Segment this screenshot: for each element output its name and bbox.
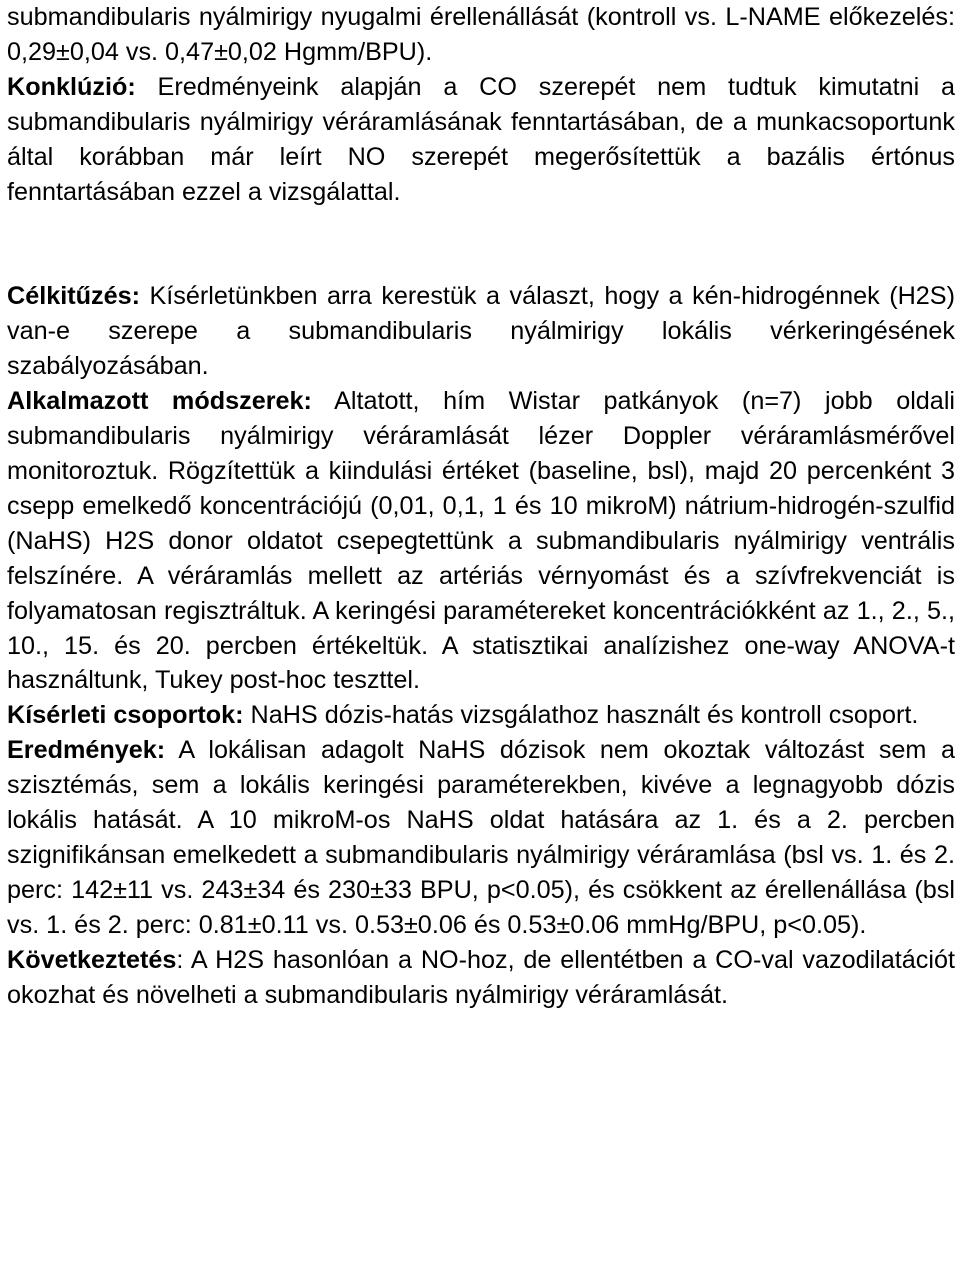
paragraph-text: submandibularis nyálmirigy nyugalmi érellenállását (kontroll vs. L-NAME előkezelés: 0,29±0,04 vs. 0,47±0,02 Hgmm/BPU). bbox=[7, 3, 955, 66]
paragraph-heading: Eredmények: bbox=[7, 736, 166, 765]
paragraph-kovetkeztetes bbox=[7, 943, 955, 1013]
paragraph-text: Kísérletünkben arra kerestük a választ, hogy a kén-hidrogénnek (H2S) van-e szerepe a submandibularis nyálmirigy lokális vérkeringésének szabályozásában. bbox=[7, 282, 955, 381]
paragraph-csoportok bbox=[7, 698, 955, 733]
paragraph-heading: Kísérleti csoportok: bbox=[7, 701, 244, 730]
paragraph-gap bbox=[7, 209, 955, 279]
paragraph-text: : A H2S hasonlóan a NO-hoz, de ellentétben a CO-val vazodilatációt okozhat és növelheti a submandibularis nyálmirigy véráramlását. bbox=[7, 945, 955, 1009]
paragraph-text: A lokálisan adagolt NaHS dózisok nem okoztak változást sem a szisztémás, sem a lokális keringési paraméterekben, kivéve a legnagyobb dózis lokális hatását. A 10 mikroM-os NaHS oldat hatására az 1. és a 2. percben szignifikánsan emelkedett a submandibularis nyálmirigy véráramlása (bsl vs. 1. és 2. perc: 142±11 vs. 243±34 és 230±33 BPU, p<0.05), és csökkent az érellenállása (bsl vs. 1. és 2. perc: 0.81±0.11 vs. 0.53±0.06 és 0.53±0.06 mmHg/BPU, p<0.05). bbox=[7, 736, 955, 939]
paragraph-text: NaHS dózis-hatás vizsgálathoz használt és kontroll csoport. bbox=[243, 701, 919, 730]
paragraph-heading: Célkitűzés: bbox=[7, 282, 140, 311]
paragraph-celkituzes bbox=[7, 279, 955, 384]
paragraph-heading: Konklúzió: bbox=[7, 72, 136, 101]
paragraph-text: Eredményeink alapján a CO szerepét nem tudtuk kimutatni a submandibularis nyálmirigy véráramlásának fenntartásában, de a munkacsoportunk által korábban már leírt NO szerepét megerősítettük a bazális értónus fenntartásában ezzel a vizsgálattal. bbox=[7, 72, 955, 206]
paragraph-heading: Következtetés bbox=[7, 945, 177, 974]
paragraph-text: Altatott, hím Wistar patkányok (n=7) jobb oldali submandibularis nyálmirigy véráramlását lézer Doppler véráramlásmérővel monitoroztuk. Rögzítettük a kiindulási értéket (baseline, bsl), majd 20 percenként 3 csepp emelkedő koncentrációjú (0,01, 0,1, 1 és 10 mikroM) nátrium-hidrogén-szulfid (NaHS) H2S donor oldatot csepegtettünk a submandibularis nyálmirigy ventrális felszínére. A véráramlás mellett az artériás vérnyomást és a szívfrekvenciát is folyamatosan regisztráltuk. A keringési paramétereket koncentrációkként az 1., 2., 5., 10., 15. és 20. percben értékeltük. A statisztikai analízishez one-way ANOVA-t használtunk, Tukey post-hoc teszttel. bbox=[7, 387, 956, 695]
paragraph-intro-continuation bbox=[7, 0, 955, 70]
paragraph-modszerek bbox=[7, 384, 955, 698]
paragraph-konkluzio bbox=[7, 70, 955, 210]
document-page bbox=[7, 0, 955, 1012]
paragraph-eredmenyek bbox=[7, 733, 955, 942]
paragraph-heading: Alkalmazott módszerek: bbox=[7, 387, 312, 416]
